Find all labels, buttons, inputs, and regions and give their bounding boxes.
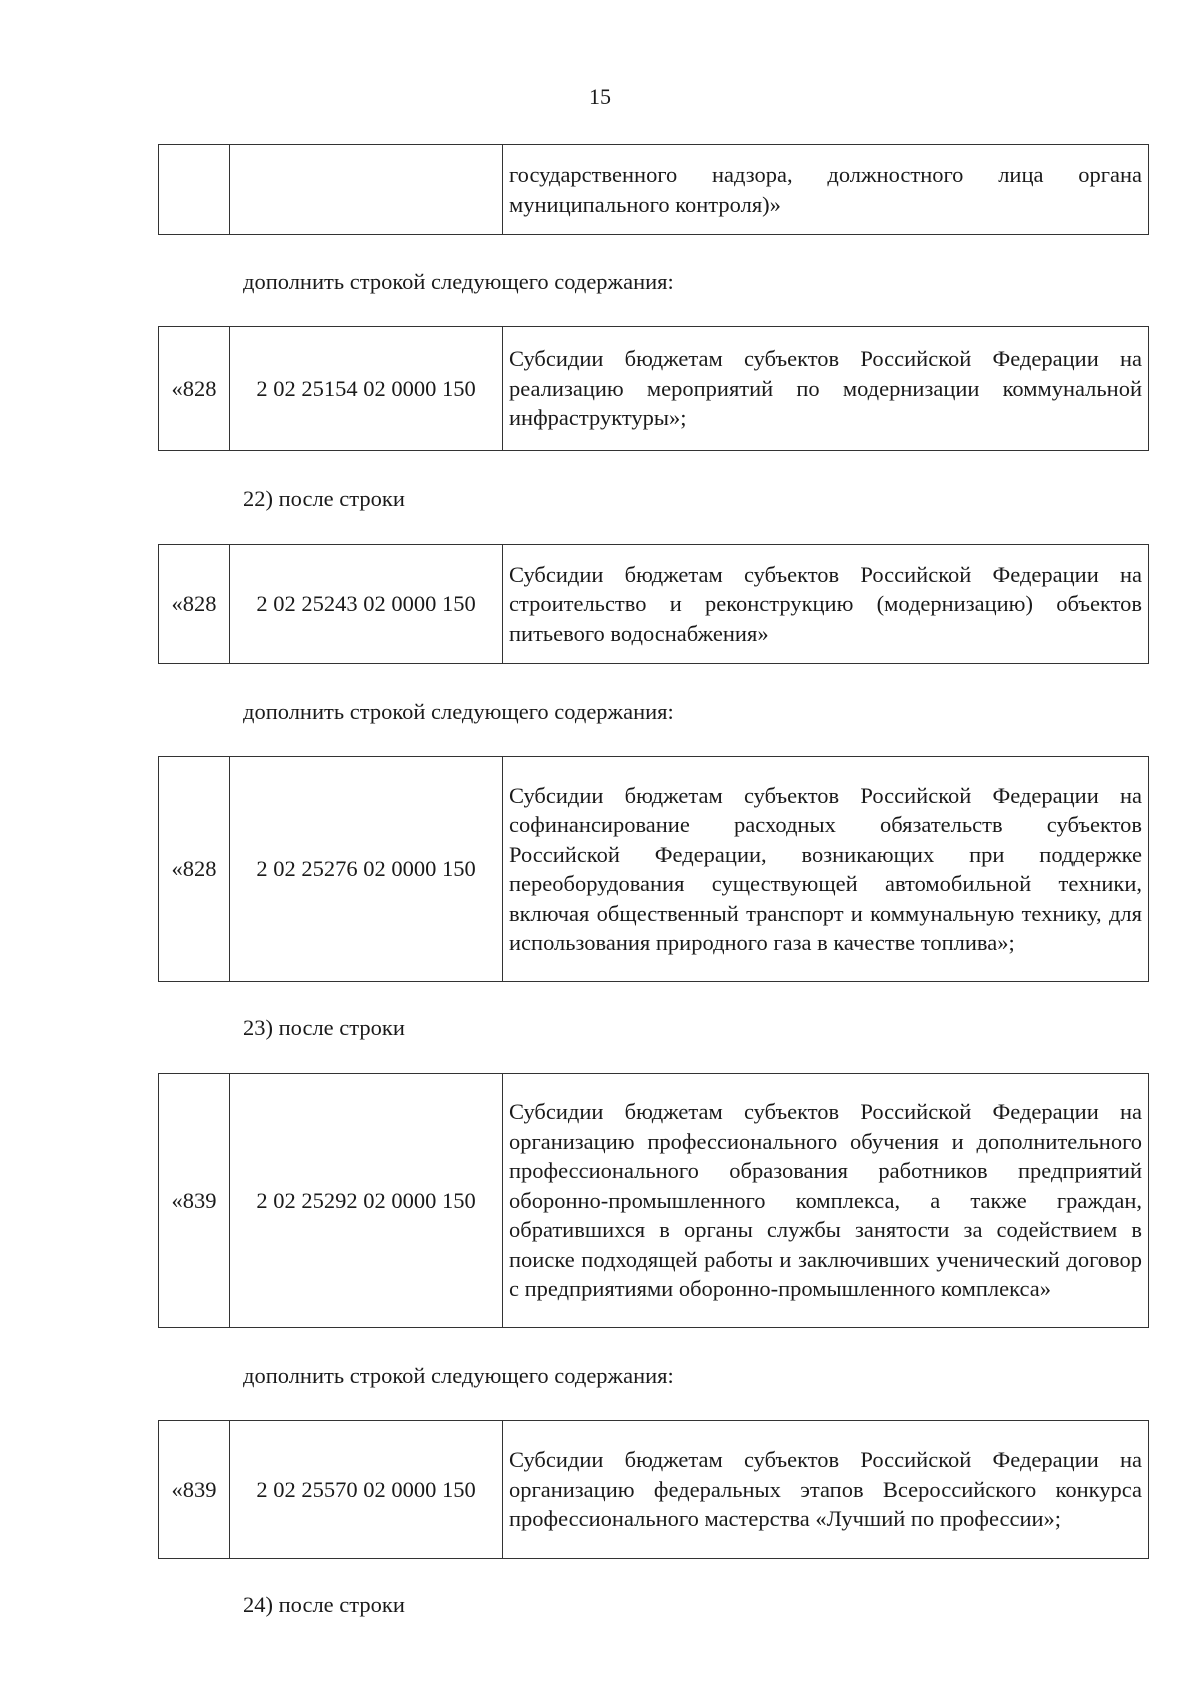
admin-code-cell: «828: [159, 545, 230, 664]
code-table: [158, 1420, 1149, 1559]
budget-code-cell: 2 02 25570 02 0000 150: [230, 1421, 503, 1559]
budget-code-cell: 2 02 25154 02 0000 150: [230, 327, 503, 451]
table-row: [159, 1421, 1149, 1559]
instruction-paragraph: дополнить строкой следующего содержания:: [243, 699, 674, 724]
admin-code-cell: «839: [159, 1421, 230, 1559]
table-row: [159, 145, 1149, 235]
admin-code-cell: «828: [159, 757, 230, 982]
code-table: [158, 756, 1149, 982]
admin-code-cell: «839: [159, 1074, 230, 1328]
code-table: [158, 326, 1149, 451]
description-cell: Субсидии бюджетам субъектов Российской Федерации на организацию федеральных этапов Всероссийского конкурса профессионального мастерства «Лучший по профессии»;: [503, 1421, 1149, 1559]
item-paragraph: 24) после строки: [243, 1592, 405, 1617]
item-paragraph: 22) после строки: [243, 486, 405, 511]
description-cell: Субсидии бюджетам субъектов Российской Федерации на реализацию мероприятий по модернизации коммунальной инфраструктуры»;: [503, 327, 1149, 451]
admin-code-cell: «828: [159, 327, 230, 451]
code-table: [158, 544, 1149, 664]
item-paragraph: 23) после строки: [243, 1015, 405, 1040]
admin-code-cell: [159, 145, 230, 235]
description-cell: Субсидии бюджетам субъектов Российской Федерации на софинансирование расходных обязательств субъектов Российской Федерации, возникающих при поддержке переоборудования существующей автомобильной техники, включая общественный транспорт и коммунальную технику, для использования природного газа в качестве топлива»;: [503, 757, 1149, 982]
code-table: [158, 1073, 1149, 1328]
table-row: [159, 327, 1149, 451]
instruction-paragraph: дополнить строкой следующего содержания:: [243, 1363, 674, 1388]
budget-code-cell: 2 02 25292 02 0000 150: [230, 1074, 503, 1328]
description-cell: Субсидии бюджетам субъектов Российской Федерации на организацию профессионального обучения и дополнительного профессионального образования работников предприятий оборонно-промышленного комплекса, а также граждан, обратившихся в органы службы занятости за содействием в поиске подходящей работы и заключивших ученический договор с предприятиями оборонно-промышленного комплекса»: [503, 1074, 1149, 1328]
description-cell: государственного надзора, должностного лица органа муниципального контроля)»: [503, 145, 1149, 235]
instruction-paragraph: дополнить строкой следующего содержания:: [243, 269, 674, 294]
code-table: [158, 144, 1149, 235]
page-number: 15: [589, 84, 611, 109]
budget-code-cell: 2 02 25276 02 0000 150: [230, 757, 503, 982]
table-row: [159, 757, 1149, 982]
table-row: [159, 1074, 1149, 1328]
description-cell: Субсидии бюджетам субъектов Российской Федерации на строительство и реконструкцию (модернизацию) объектов питьевого водоснабжения»: [503, 545, 1149, 664]
table-row: [159, 545, 1149, 664]
budget-code-cell: [230, 145, 503, 235]
budget-code-cell: 2 02 25243 02 0000 150: [230, 545, 503, 664]
